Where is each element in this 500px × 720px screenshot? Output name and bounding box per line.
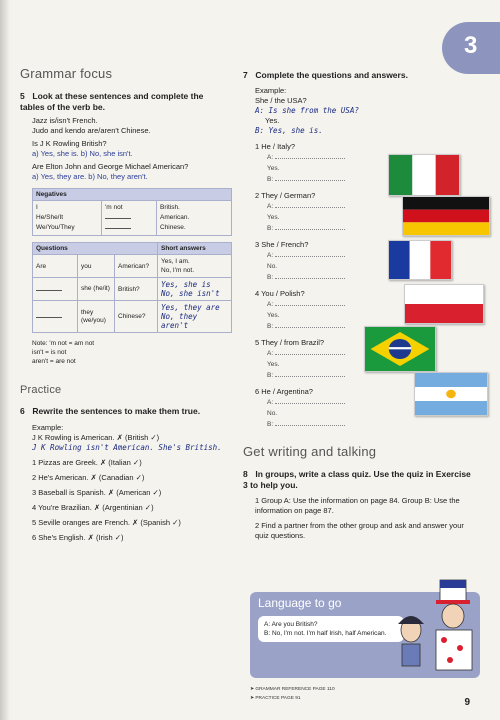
list-item: 1 Pizzas are Greek. ✗ (Italian ✓) bbox=[32, 458, 142, 467]
question-verb-blank[interactable] bbox=[33, 278, 78, 301]
answer-line-b[interactable] bbox=[275, 180, 345, 181]
note-line: aren't = are not bbox=[32, 358, 76, 365]
short-answers bbox=[158, 255, 232, 278]
example-label: Example: bbox=[32, 423, 64, 432]
list-item: 4 You're Brazilian. ✗ (Argentinian ✓) bbox=[32, 503, 154, 512]
short-answer-no: No, I'm not. bbox=[161, 267, 195, 274]
list-item: 2 Find a partner from the other group and ask and answer your quiz questions. bbox=[255, 521, 464, 540]
short-answer-yes: Yes, she is bbox=[161, 280, 211, 289]
short-answer-no: No, they aren't bbox=[161, 312, 198, 330]
exercise-6-heading bbox=[20, 406, 230, 417]
question-subject: they (we/you) bbox=[78, 301, 115, 333]
item-prompt: 5 They / from Brazil? bbox=[255, 338, 325, 347]
answer-line-b[interactable] bbox=[275, 278, 345, 279]
a-label: A: bbox=[267, 350, 274, 357]
answer-line-a[interactable] bbox=[275, 207, 345, 208]
a-label: A: bbox=[267, 203, 274, 210]
person-in-stars-hat-icon bbox=[430, 578, 478, 674]
exercise-instruction: Rewrite the sentences to make them true. bbox=[32, 406, 201, 416]
example-line: Is J K Rowling British? bbox=[32, 139, 107, 148]
nationality-cell: Chinese. bbox=[160, 224, 186, 231]
item-reply: No. bbox=[267, 263, 278, 270]
question-adjective: American? bbox=[115, 255, 158, 278]
example-a: A: Is she from the USA? bbox=[255, 106, 359, 115]
question-adjective: British? bbox=[115, 278, 158, 301]
answer-line-b[interactable] bbox=[275, 229, 345, 230]
left-column bbox=[20, 66, 230, 543]
exercise-number: 7 bbox=[243, 70, 248, 80]
page-references bbox=[250, 685, 335, 703]
france-flag-icon bbox=[388, 240, 452, 280]
example-b: B: Yes, she is. bbox=[255, 126, 323, 135]
b-label: B: bbox=[267, 225, 274, 232]
example-line: Judo and kendo are/aren't Chinese. bbox=[32, 126, 151, 135]
writing-title: Get writing and talking bbox=[243, 444, 377, 459]
example-line: Jazz is/isn't French. bbox=[32, 116, 98, 125]
dialogue-line-b: B: No, I'm not. I'm half Irish, half American. bbox=[264, 630, 387, 637]
short-answer-yes: Yes, I am. bbox=[161, 258, 190, 265]
question-verb-blank[interactable] bbox=[33, 301, 78, 333]
dialogue-line-a: A: Are you British? bbox=[264, 621, 318, 628]
a-label: A: bbox=[267, 301, 274, 308]
answer-line-a[interactable] bbox=[275, 158, 345, 159]
a-label: A: bbox=[267, 154, 274, 161]
negatives-verbs bbox=[102, 201, 157, 236]
example-prompt: J K Rowling is American. ✗ (British ✓) bbox=[32, 433, 160, 442]
brazil-flag-icon bbox=[364, 326, 436, 372]
item-prompt: 1 He / Italy? bbox=[255, 142, 296, 151]
item-prompt: 6 He / Argentina? bbox=[255, 387, 313, 396]
exercise-7-example bbox=[243, 86, 475, 136]
question-subject: she (he/it) bbox=[78, 278, 115, 301]
list-item: 1 Group A: Use the information on page 84. Group B: Use the information on page 87. bbox=[255, 496, 460, 515]
item-reply: Yes. bbox=[267, 214, 280, 221]
verb-blank[interactable] bbox=[105, 213, 153, 223]
table-row bbox=[33, 278, 232, 301]
b-label: B: bbox=[267, 323, 274, 330]
example-line: a) Yes, she is. b) No, she isn't. bbox=[32, 149, 133, 158]
italy-flag-icon bbox=[388, 154, 460, 196]
negatives-table bbox=[32, 188, 232, 236]
subject-we-you-they: We/You/They bbox=[36, 224, 75, 231]
answer-line-a[interactable] bbox=[275, 403, 345, 404]
unit-number: 3 bbox=[464, 32, 478, 59]
exercise-instruction: In groups, write a class quiz. Use the quiz in Exercise 3 to help you. bbox=[243, 469, 471, 490]
exercise-number: 5 bbox=[20, 91, 25, 101]
a-label: A: bbox=[267, 252, 274, 259]
list-item: 2 He's American. ✗ (Canadian ✓) bbox=[32, 473, 145, 482]
item-prompt: 4 You / Polish? bbox=[255, 289, 305, 298]
example-line: a) Yes, they are. b) No, they aren't. bbox=[32, 172, 148, 181]
verb-m-not: 'm not bbox=[105, 204, 123, 211]
answer-line-a[interactable] bbox=[275, 354, 345, 355]
nationality-cell: American. bbox=[160, 214, 190, 221]
item-reply: Yes. bbox=[267, 312, 280, 319]
short-answers-header: Short answers bbox=[158, 243, 232, 255]
note-line: Note: 'm not = am not bbox=[32, 340, 95, 347]
questions-header: Questions bbox=[33, 243, 158, 255]
answer-line-b[interactable] bbox=[275, 376, 345, 377]
language-to-go-title: Language to go bbox=[258, 596, 342, 610]
argentina-flag-icon bbox=[414, 372, 488, 416]
answer-line-b[interactable] bbox=[275, 425, 345, 426]
contraction-notes bbox=[20, 339, 230, 366]
negatives-subjects bbox=[33, 201, 102, 236]
item-reply: Yes. bbox=[267, 165, 280, 172]
exercise-instruction: Look at these sentences and complete the tables of the verb be. bbox=[20, 91, 204, 112]
dialogue-bubble bbox=[258, 616, 404, 642]
germany-flag-icon bbox=[402, 196, 490, 236]
exercise-number: 6 bbox=[20, 406, 25, 416]
item-reply: No. bbox=[267, 410, 278, 417]
b-label: B: bbox=[267, 372, 274, 379]
subject-i: I bbox=[36, 204, 38, 211]
exercise-5-examples bbox=[20, 116, 230, 182]
verb-blank[interactable] bbox=[105, 223, 153, 233]
page-spine-shadow bbox=[0, 0, 10, 720]
list-item: 5 Seville oranges are French. ✗ (Spanish ✓) bbox=[32, 518, 181, 527]
subject-he-she-it: He/She/It bbox=[36, 214, 64, 221]
example-prompt: She / the USA? bbox=[255, 96, 307, 105]
exercise-7-heading bbox=[243, 70, 475, 81]
item-prompt: 3 She / French? bbox=[255, 240, 309, 249]
short-answers bbox=[158, 301, 232, 333]
negatives-nationalities bbox=[157, 201, 232, 236]
questions-table bbox=[32, 242, 232, 333]
example-line: Are Elton John and George Michael American? bbox=[32, 162, 189, 171]
list-item: 6 She's English. ✗ (Irish ✓) bbox=[32, 533, 124, 542]
table-row bbox=[33, 301, 232, 333]
practice-title: Practice bbox=[20, 384, 62, 396]
poland-flag-icon bbox=[404, 284, 484, 324]
b-label: B: bbox=[267, 274, 274, 281]
short-answers bbox=[158, 278, 232, 301]
page-number: 9 bbox=[464, 697, 470, 708]
exercise-6-body bbox=[20, 423, 230, 543]
b-label: B: bbox=[267, 176, 274, 183]
grammar-reference-link: ➤ GRAMMAR REFERENCE PAGE 110 bbox=[250, 687, 335, 692]
practice-reference-link: ➤ PRACTICE PAGE 91 bbox=[250, 696, 301, 701]
exercise-5-heading bbox=[20, 91, 230, 113]
answer-line-a[interactable] bbox=[275, 256, 345, 257]
b-label: B: bbox=[267, 421, 274, 428]
negatives-header: Negatives bbox=[33, 189, 232, 201]
example-label: Example: bbox=[255, 86, 287, 95]
item-prompt: 2 They / German? bbox=[255, 191, 316, 200]
person-in-cap-icon bbox=[394, 608, 428, 668]
nationality-cell: British. bbox=[160, 204, 180, 211]
a-label: A: bbox=[267, 399, 274, 406]
exercise-8-items bbox=[243, 496, 475, 541]
item-reply: Yes. bbox=[267, 361, 280, 368]
example-reply: Yes. bbox=[265, 116, 280, 125]
answer-line-a[interactable] bbox=[275, 305, 345, 306]
language-to-go-box bbox=[250, 592, 480, 678]
list-item: 3 Baseball is Spanish. ✗ (American ✓) bbox=[32, 488, 162, 497]
exercise-number: 8 bbox=[243, 469, 248, 479]
question-verb: Are bbox=[33, 255, 78, 278]
table-row bbox=[33, 255, 232, 278]
question-subject: you bbox=[78, 255, 115, 278]
exercise-instruction: Complete the questions and answers. bbox=[255, 70, 408, 80]
short-answer-yes: Yes, they are bbox=[161, 303, 220, 312]
example-answer: J K Rowling isn't American. She's British. bbox=[32, 443, 222, 452]
note-line: isn't = is not bbox=[32, 349, 67, 356]
exercise-8-heading bbox=[243, 469, 475, 491]
short-answer-no: No, she isn't bbox=[161, 289, 220, 298]
answer-line-b[interactable] bbox=[275, 327, 345, 328]
question-adjective: Chinese? bbox=[115, 301, 158, 333]
grammar-focus-title: Grammar focus bbox=[20, 66, 113, 81]
